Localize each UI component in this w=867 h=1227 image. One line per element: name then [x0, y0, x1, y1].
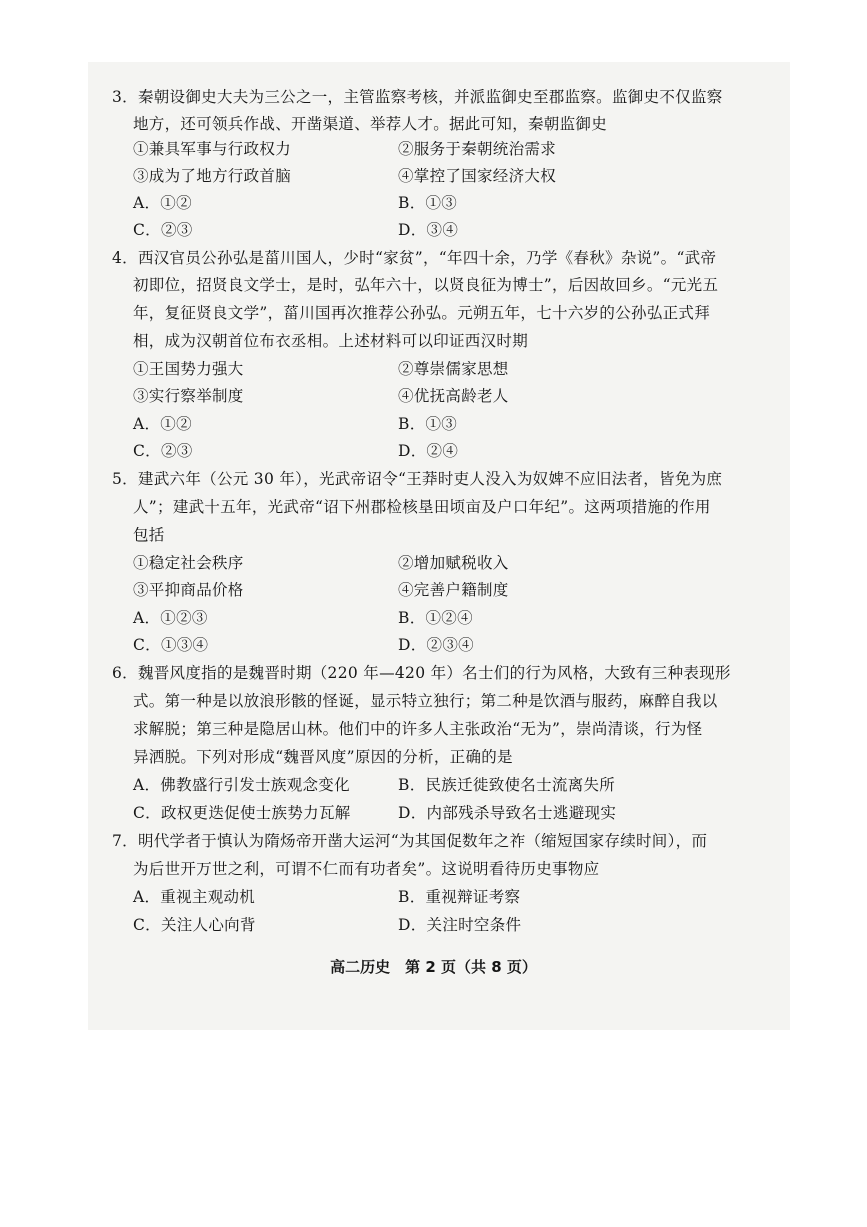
q3-option-c: C．②③	[133, 221, 193, 239]
q5-option-d: D．②③④	[398, 636, 474, 654]
q4-stem-line4: 相，成为汉朝首位布衣丞相。上述材料可以印证西汉时期	[133, 332, 529, 350]
q7-option-d: D．关注时空条件	[398, 916, 522, 934]
q5-stem-line1: 5．建武六年（公元 30 年），光武帝诏令“王莽时吏人没入为奴婢不应旧法者，皆免为庶	[112, 470, 723, 488]
q5-stem-line2: 人”；建武十五年，光武帝“诏下州郡检核垦田顷亩及户口年纪”。这两项措施的作用	[133, 498, 711, 516]
q5-stem-line3: 包括	[133, 526, 165, 544]
page-footer: 高二历史 第 2 页（共 8 页）	[330, 958, 537, 976]
q7-option-b: B．重视辩证考察	[398, 888, 521, 906]
q5-option-c: C．①③④	[133, 636, 209, 654]
q5-statement-1: ①稳定社会秩序	[133, 554, 244, 572]
q5-statement-4: ④完善户籍制度	[398, 581, 509, 599]
q4-option-a: A．①②	[133, 415, 192, 433]
q4-stem-line1: 4．西汉官员公孙弘是菑川国人，少时“家贫”，“年四十余，乃学《春秋》杂说”。“武帝	[112, 249, 717, 267]
q4-statement-1: ①王国势力强大	[133, 360, 244, 378]
q4-option-d: D．②④	[398, 442, 459, 460]
q4-option-b: B．①③	[398, 415, 458, 433]
q4-statement-4: ④优抚高龄老人	[398, 387, 509, 405]
q3-option-b: B．①③	[398, 194, 458, 212]
q5-option-a: A．①②③	[133, 609, 208, 627]
q3-statement-2: ②服务于秦朝统治需求	[398, 140, 557, 158]
q4-stem-line3: 年，复征贤良文学”，菑川国再次推荐公孙弘。元朔五年，七十六岁的公孙弘正式拜	[133, 304, 711, 322]
q4-statement-2: ②尊崇儒家思想	[398, 360, 509, 378]
q3-stem-line2: 地方，还可领兵作战、开凿渠道、举荐人才。据此可知，秦朝监御史	[133, 115, 608, 133]
q6-stem-line3: 求解脱；第三种是隐居山林。他们中的许多人主张政治“无为”，崇尚清谈，行为怪	[133, 720, 703, 738]
q7-stem-line1: 7．明代学者于慎认为隋炀帝开凿大运河“为其国促数年之祚（缩短国家存续时间），而	[112, 832, 708, 850]
q6-stem-line1: 6．魏晋风度指的是魏晋时期（220 年—420 年）名士们的行为风格，大致有三种表现形	[112, 664, 731, 682]
q5-statement-3: ③平抑商品价格	[133, 581, 244, 599]
q5-statement-2: ②增加赋税收入	[398, 554, 509, 572]
q6-stem-line4: 异洒脱。下列对形成“魏晋风度”原因的分析，正确的是	[133, 748, 513, 766]
q4-statement-3: ③实行察举制度	[133, 387, 244, 405]
q6-option-d: D．内部残杀导致名士逃避现实	[398, 804, 617, 822]
q3-statement-1: ①兼具军事与行政权力	[133, 140, 292, 158]
q4-option-c: C．②③	[133, 442, 193, 460]
q6-option-c: C．政权更迭促使士族势力瓦解	[133, 804, 351, 822]
q5-option-b: B．①②④	[398, 609, 473, 627]
q6-stem-line2: 式。第一种是以放浪形骸的怪诞，显示特立独行；第二种是饮酒与服药，麻醉自我以	[133, 692, 718, 710]
q3-option-d: D．③④	[398, 221, 459, 239]
q4-stem-line2: 初即位，招贤良文学士，是时，弘年六十，以贤良征为博士”，后因故回乡。“元光五	[133, 276, 719, 294]
q3-statement-3: ③成为了地方行政首脑	[133, 167, 292, 185]
q7-option-c: C．关注人心向背	[133, 916, 256, 934]
q6-option-a: A．佛教盛行引发士族观念变化	[133, 776, 350, 794]
q6-option-b: B．民族迁徙致使名士流离失所	[398, 776, 616, 794]
q3-stem-line1: 3．秦朝设御史大夫为三公之一，主管监察考核，并派监御史至郡监察。监御史不仅监察	[112, 88, 723, 106]
q7-stem-line2: 为后世开万世之利，可谓不仁而有功者矣”。这说明看待历史事物应	[133, 860, 600, 878]
q3-statement-4: ④掌控了国家经济大权	[398, 167, 557, 185]
q3-option-a: A．①②	[133, 194, 192, 212]
q7-option-a: A．重视主观动机	[133, 888, 256, 906]
